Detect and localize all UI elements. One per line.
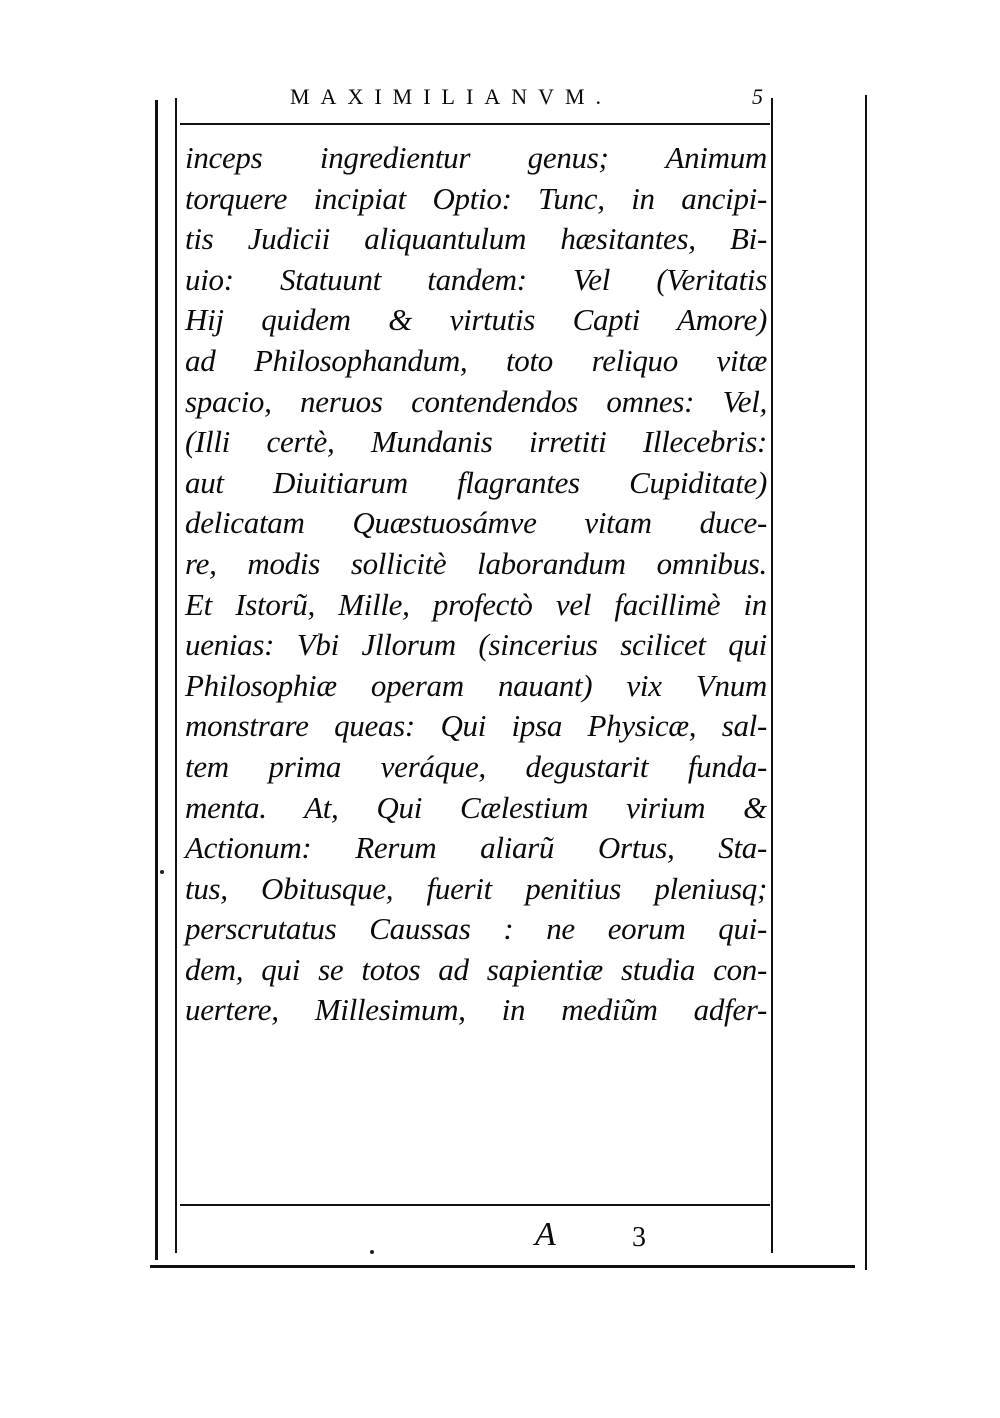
text-line: tis Judicii aliquantulum hæsitantes, Bi-	[185, 221, 767, 257]
text-line: spacio, neruos contendendos omnes: Vel,	[185, 383, 767, 419]
page-foot-rule	[150, 1265, 855, 1268]
text-line: perscrutatus Caussas : ne eorum qui-	[185, 911, 767, 947]
right-inner-rule	[771, 98, 773, 1253]
text-line: aut Diuitiarum flagrantes Cupiditate)	[185, 464, 767, 500]
text-line: re, modis sollicitè laborandum omnibus.	[185, 545, 767, 581]
text-line: tus, Obitusque, fuerit penitius pleniusq;	[185, 870, 767, 906]
text-line: torquere incipiat Optio: Tunc, in ancipi-	[185, 180, 767, 216]
signature-number: 3	[632, 1222, 646, 1253]
text-line: Et Istorũ, Mille, profectò vel facillimè in	[185, 586, 767, 622]
text-line: Philosophiæ operam nauant) vix Vnum	[185, 667, 767, 703]
text-line: uertere, Millesimum, in mediũm adfer-	[185, 992, 767, 1028]
header-rule	[180, 123, 770, 125]
right-outer-rule	[865, 95, 867, 1270]
print-speck	[370, 1250, 374, 1254]
text-line: dem, qui se totos ad sapientiæ studia con-	[185, 951, 767, 987]
text-line: inceps ingredientur genus; Animum	[185, 140, 767, 175]
text-line: Actionum: Rerum aliarũ Ortus, Sta-	[185, 830, 767, 866]
text-line: delicatam Quæstuosámve vitam duce-	[185, 505, 767, 541]
running-title: MAXIMILIANVM.	[290, 84, 613, 109]
page-number: 5	[752, 84, 763, 109]
text-line: uenias: Vbi Jllorum (sincerius scilicet qui	[185, 627, 767, 663]
text-line: monstrare queas: Qui ipsa Physicæ, sal-	[185, 708, 767, 744]
signature-mark: A	[535, 1216, 556, 1253]
text-line: menta. At, Qui Cælestium virium &	[185, 789, 767, 825]
body-text	[185, 138, 767, 1031]
text-line: (Illi certè, Mundanis irretiti Illecebris:	[185, 424, 767, 460]
left-inner-rule	[175, 98, 177, 1253]
text-line: tem prima veráque, degustarit funda-	[185, 748, 767, 784]
print-speck	[160, 870, 164, 874]
text-line: ad Philosophandum, toto reliquo vitæ	[185, 342, 767, 378]
left-outer-rule	[155, 100, 158, 1260]
text-line: uio: Statuunt tandem: Vel (Veritatis	[185, 261, 767, 297]
text-line: Hij quidem & virtutis Capti Amore)	[185, 302, 767, 338]
footer-rule	[180, 1204, 770, 1206]
